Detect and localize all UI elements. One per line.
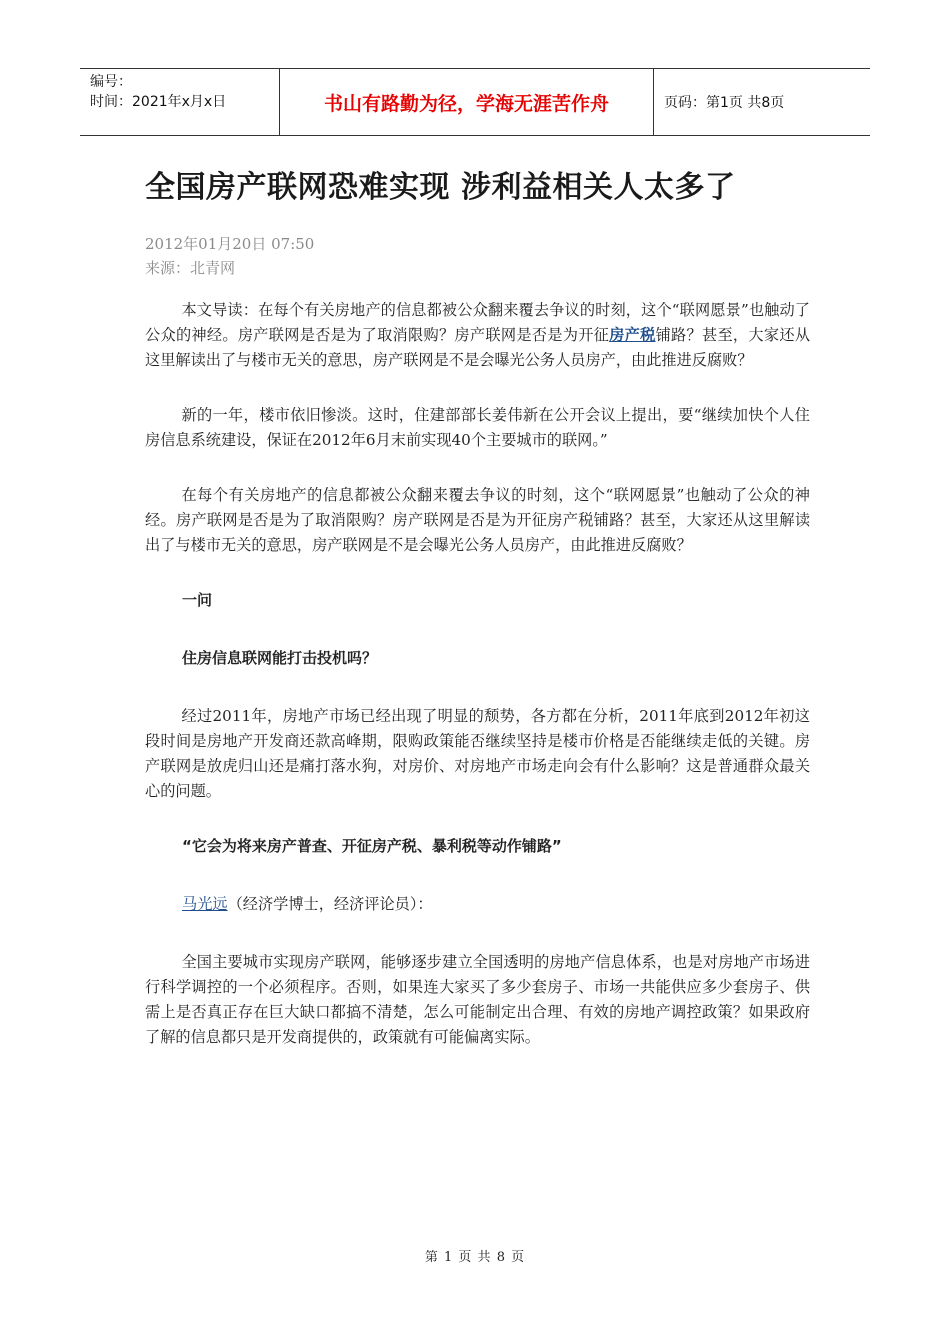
page-info: 页码：第1页 共8页 — [664, 95, 785, 111]
paragraph-4: 经过2011年，房地产市场已经出现了明显的颓势，各方都在分析，2011年底到2012年初这段时间是房地产开发商还款高峰期，限购政策能否继续坚持是楼市价格是否能继续走低的关键。房产联网是放虎归山还是痛打落水狗，对房价、对房地产市场走向会有什么影响？这是普通群众最关心的问题。 — [145, 707, 810, 800]
article-source: 来源：北青网 — [145, 259, 236, 277]
property-tax-link[interactable]: 房产税 — [609, 326, 656, 344]
article-date: 2012年01月20日 07:50 — [145, 235, 315, 253]
section-heading-2: 住房信息联网能打击投机吗？ — [182, 649, 378, 667]
speaker-description: （经济学博士，经济评论员）： — [227, 895, 433, 913]
page-footer: 第 1 页 共 8 页 — [424, 1250, 526, 1265]
motto: 书山有路勤为径，学海无涯苦作舟 — [280, 69, 654, 135]
paragraph-5: 全国主要城市实现房产联网，能够逐步建立全国透明的房地产信息体系，也是对房地产市场进行科学调控的一个必须程序。否则，如果连大家买了多少套房子、市场一共能供应多少套房子、供需上是否真正存在巨大缺口都搞不清楚，怎么可能制定出合理、有效的房地产调控政策？如果政府了解的信息都只是开发商提供的，政策就有可能偏离实际。 — [145, 953, 810, 1046]
speaker-name-link[interactable]: 马光远 — [182, 895, 228, 913]
paragraph-intro-text-a: 本文导读：在每个有关房地产的信息都被公众翻来覆去争议的时刻，这个“联网愿景”也触动了公众的神经。房产联网是否是为了取消限购？房产联网是否是为开征 — [145, 301, 810, 344]
header-meta-cell — [80, 69, 280, 135]
article-title: 全国房产联网恐难实现 涉利益相关人太多了 — [145, 170, 736, 205]
number-label: 编号： — [90, 74, 132, 90]
article-meta — [145, 232, 314, 280]
speaker-line — [145, 892, 810, 917]
paragraph-2: 新的一年，楼市依旧惨淡。这时，住建部部长姜伟新在公开会议上提出，要“继续加快个人住房信息系统建设，保证在2012年6月末前实现40个主要城市的联网。” — [145, 406, 810, 449]
paragraph-3: 在每个有关房地产的信息都被公众翻来覆去争议的时刻，这个“联网愿景”也触动了公众的神经。房产联网是否是为了取消限购？房产联网是否是为开征房产税铺路？甚至，大家还从这里解读出了与楼市无关的意思，房产联网是不是会曝光公务人员房产，由此推进反腐败？ — [145, 486, 810, 554]
document-header — [80, 68, 870, 136]
article-body — [145, 298, 810, 1050]
time-label: 时间：2021年x月x日 — [90, 94, 227, 110]
paragraph-intro-text-b: 铺路？甚至，大家还从这里解读出了与楼市无关的意思，房产联网是不是会曝光公务人员房产，由此推进反腐败？ — [145, 326, 811, 369]
section-heading-1: 一问 — [182, 591, 213, 609]
section-heading-3: “它会为将来房产普查、开征房产税、暴利税等动作铺路” — [182, 837, 562, 855]
paragraph-intro — [145, 298, 810, 373]
